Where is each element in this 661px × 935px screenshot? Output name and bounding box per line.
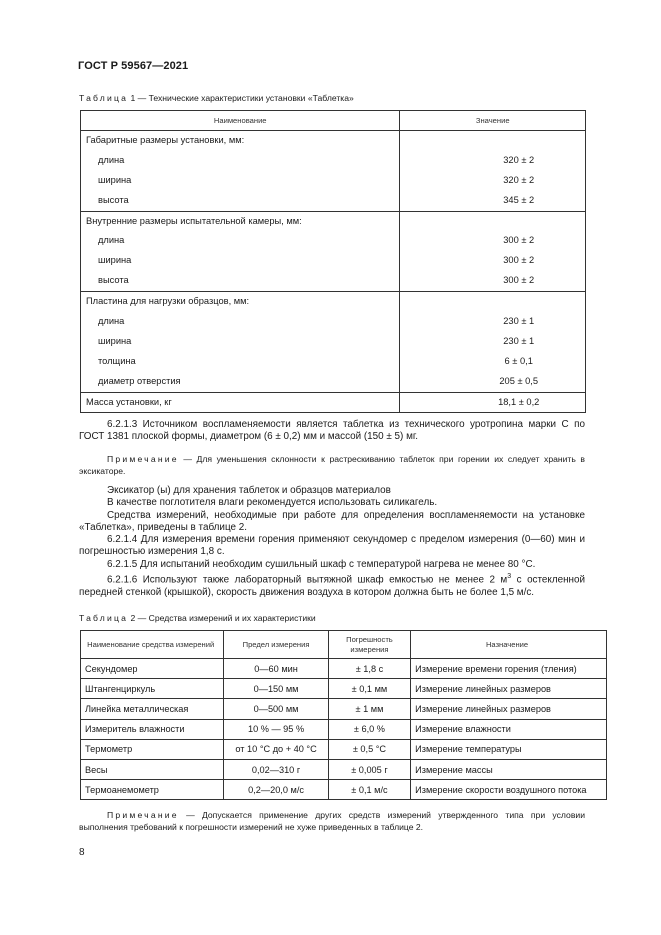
- param-value: 320 ± 2: [503, 174, 535, 185]
- table2-caption: [79, 613, 316, 623]
- cell-error: ± 0,1 м/с: [328, 780, 410, 800]
- measurement-instruments-table: [80, 630, 607, 800]
- page-number: 8: [79, 847, 85, 858]
- group-label: Габаритные размеры установки, мм:: [86, 135, 245, 145]
- paragraph-6213: 6.2.1.3 Источником воспламеняемости является таблетка из технического уротропина марки С по ГОСТ 1381 плоской формы, диаметром (6 ± 0,2) мм и массой (150 ± 5) мг.: [79, 419, 585, 443]
- table-row: [81, 780, 607, 800]
- table1-caption: [79, 93, 354, 103]
- cell-error: ± 0,1 мм: [328, 679, 410, 699]
- cell-purpose: Измерение скорости воздушного потока: [411, 780, 607, 800]
- group-label: Пластина для нагрузки образцов, мм:: [86, 296, 250, 307]
- paragraph-exsiccator: Эксикатор (ы) для хранения таблеток и образцов материалов: [107, 485, 391, 496]
- param-name: высота: [98, 275, 129, 286]
- cell-purpose: Измерение линейных размеров: [411, 679, 607, 699]
- cell-limit: 0—60 мин: [224, 659, 328, 679]
- table-header-row: [81, 631, 607, 659]
- group-values-cell: [400, 211, 586, 292]
- paragraph-means: Средства измерений, необходимые при работе для определения воспламеняемости на установке «Таблетка», приведены в таблице 2.: [79, 509, 585, 533]
- group-names-cell: [81, 131, 400, 212]
- table2-caption-title: 2 — Средства измерений и их характеристики: [128, 613, 316, 623]
- cell-name: Измеритель влажности: [81, 719, 224, 739]
- table-group-row: [81, 292, 586, 392]
- cell-error: ± 1 мм: [328, 699, 410, 719]
- param-name: длина: [98, 154, 125, 165]
- table1-caption-title: 1 — Технические характеристики установки «Таблетка»: [128, 93, 354, 103]
- paragraph-6216: 6.2.1.6 Используют также лабораторный вытяжной шкаф емкостью не менее 2 $м^3$ с остекленной передней стенкой (крышкой), скорость движения воздуха в котором должна быть не более 1,5 м/с.: [79, 573, 585, 598]
- table-row: [81, 759, 607, 779]
- paragraph-silica: В качестве поглотителя влаги рекомендуется использовать силикагель.: [107, 497, 438, 509]
- document-code: ГОСТ Р 59567—2021: [78, 60, 189, 72]
- cell-name: Термометр: [81, 739, 224, 759]
- cell-purpose: Измерение линейных размеров: [411, 699, 607, 719]
- column-header-limit: Предел измерения: [224, 631, 328, 659]
- cell-purpose: Измерение массы: [411, 759, 607, 779]
- param-name: ширина: [98, 335, 132, 346]
- param-value: 230 ± 1: [503, 335, 535, 346]
- cell-error: ± 1,8 с: [328, 659, 410, 679]
- column-header-purpose: Назначение: [411, 631, 607, 659]
- param-name: длина: [98, 316, 125, 327]
- group-values-cell: [400, 292, 586, 392]
- note1-text: — Для уменьшения склонности к растрескиванию таблеток при горении их следует хранить в эксикаторе.: [79, 454, 585, 476]
- group-values-cell: [400, 131, 586, 212]
- cell-limit: 0,2—20,0 м/с: [224, 780, 328, 800]
- column-header-name: Наименование: [81, 111, 400, 131]
- section-equipment: [79, 485, 585, 599]
- paragraph-6215: 6.2.1.5 Для испытаний необходим сушильный шкаф с температурой нагрева не менее 80 °С.: [107, 558, 536, 570]
- cell-purpose: Измерение температуры: [411, 739, 607, 759]
- param-value: 300 ± 2: [503, 255, 535, 266]
- cell-error: ± 6,0 %: [328, 719, 410, 739]
- table-row: [81, 699, 607, 719]
- table-row: [81, 679, 607, 699]
- cell-limit: от 10 °С до + 40 °С: [224, 739, 328, 759]
- mass-label: Масса установки, кг: [86, 396, 172, 407]
- group-names-cell: [81, 292, 400, 392]
- cell-limit: 0,02—310 г: [224, 759, 328, 779]
- param-value: 205 ± 0,5: [499, 375, 539, 386]
- param-name: длина: [98, 235, 125, 246]
- technical-specs-table: [80, 110, 586, 413]
- group-names-cell: [81, 211, 400, 292]
- table1-caption-prefix: Таблица: [79, 93, 129, 103]
- cell-name: Секундомер: [81, 659, 224, 679]
- group-label: Внутренние размеры испытательной камеры, мм:: [86, 215, 302, 226]
- cell-limit: 0—150 мм: [224, 679, 328, 699]
- note-2: [79, 809, 585, 833]
- table2-caption-prefix: Таблица: [79, 613, 129, 623]
- param-name: диаметр отверстия: [98, 375, 181, 386]
- param-value: 300 ± 2: [503, 275, 535, 286]
- table-group-row: [81, 131, 586, 212]
- table-row: [81, 719, 607, 739]
- cell-purpose: Измерение влажности: [411, 719, 607, 739]
- param-name: высота: [98, 194, 129, 205]
- cell-purpose: Измерение времени горения (тления): [411, 659, 607, 679]
- cell-name: Термоанемометр: [81, 780, 224, 800]
- note1-label: Примечание: [107, 454, 179, 464]
- column-header-value: Значение: [400, 111, 586, 131]
- table-row: [81, 739, 607, 759]
- cell-name: Штангенциркуль: [81, 679, 224, 699]
- param-value: 6 ± 0,1: [504, 355, 533, 366]
- param-value: 320 ± 2: [503, 154, 535, 165]
- cell-error: ± 0,005 г: [328, 759, 410, 779]
- param-value: 300 ± 2: [503, 235, 535, 246]
- param-value: 345 ± 2: [503, 194, 535, 205]
- param-name: толщина: [98, 355, 136, 366]
- cell-limit: 10 % — 95 %: [224, 719, 328, 739]
- cell-error: ± 0,5 °С: [328, 739, 410, 759]
- note-1: [79, 453, 585, 477]
- cell-name: Линейка металлическая: [81, 699, 224, 719]
- cell-name: Весы: [81, 759, 224, 779]
- param-value: 230 ± 1: [503, 316, 535, 327]
- column-header-error: Погрешность измерения: [328, 631, 410, 659]
- superscript: 3: [507, 573, 512, 581]
- section-6213: [79, 419, 585, 444]
- param-name: ширина: [98, 174, 132, 185]
- note2-text: — Допускается применение других средств измерений утвержденного типа при условии выполнения требований к погрешности измерений не хуже приведенных в таблице 2.: [79, 810, 585, 832]
- note2-label: Примечание: [107, 810, 179, 820]
- table-header-row: [81, 111, 586, 131]
- table-group-row: [81, 211, 586, 292]
- mass-value: 18,1 ± 0,2: [498, 396, 540, 407]
- cell-limit: 0—500 мм: [224, 699, 328, 719]
- param-name: ширина: [98, 255, 132, 266]
- paragraph-6214: 6.2.1.4 Для измерения времени горения применяют секундомер с пределом измерения (0—60) мин и погрешностью измерения 1,8 с.: [79, 534, 585, 558]
- table-row-mass: [81, 392, 586, 413]
- column-header-name: Наименование средства измерений: [81, 631, 224, 659]
- table-row: [81, 659, 607, 679]
